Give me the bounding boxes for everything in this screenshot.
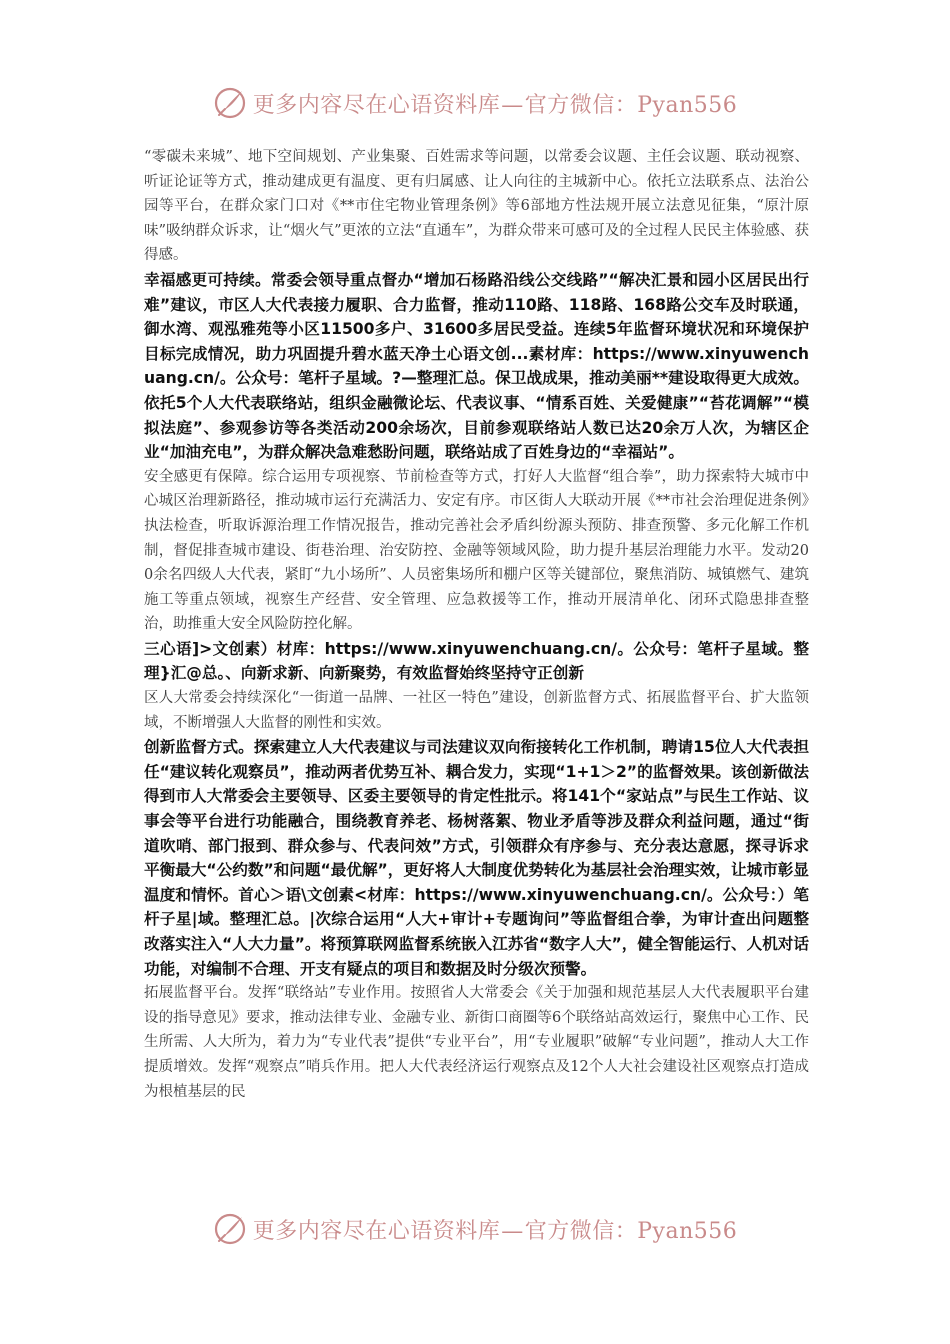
paragraph-overview: 区人大常委会持续深化“一街道一品牌、一社区一特色”建设，创新监督方式、拓展监督平台、扩大监领域，不断增强人大监督的刚性和实效。: [144, 690, 809, 731]
document-body: [144, 145, 809, 1104]
banner-wechat-text: 官方微信：Pyan556: [524, 92, 738, 118]
banner-main-text: 更多内容尽在心语资料库: [252, 92, 501, 118]
banner-wechat-text: 官方微信：Pyan556: [524, 1218, 738, 1244]
banner-separator: —: [501, 1218, 524, 1244]
footer-watermark-banner: [0, 1209, 950, 1249]
paragraph-intro: “零碳未来城”、地下空间规划、产业集聚、百姓需求等问题，以常委会议题、主任会议题、联动视察、听证论证等方式，推动建成更有温度、更有归属感、让人向往的主城新中心。依托立法联系点、法治公园等平台，在群众家门口对《**市住宅物业管理条例》等6部地方性法规开展立法意见征集，“原汁原味”吸纳群众诉求，让“烟火气”更浓的立法“直通车”，为群众带来可感可及的全过程人民民主体验感、获得感。: [144, 149, 809, 264]
paragraph-happiness: 幸福感更可持续。常委会领导重点督办“增加石杨路沿线公交线路”“解决汇景和园小区居民出行难”建议，市区人大代表接力履职、合力监督，推动110路、118路、168路公交车及时联通，御水湾、观泓雅苑等小区11500多户、31600多居民受益。连续5年监督环境状况和环境保护目标完成情况，助力巩固提升碧水蓝天净土心语文创...素材库：https://www.xinyuwenchuang.cn/。公众号：笔杆子星域。?—整理汇总。保卫战成果，推动美丽**建设取得更大成效。依托5个人大代表联络站，组织金融微论坛、代表议事、“情系百姓、关爱健康”“苔花调解”“模拟法庭”、参观参访等各类活动200余场次，目前参观联络站人数已达20余万人次，为辖区企业“加油充电”，为群众解决急难愁盼问题，联络站成了百姓身边的“幸福站”。: [144, 270, 809, 462]
banner-text: [253, 88, 738, 119]
paragraph-security: 安全感更有保障。综合运用专项视察、节前检查等方式，打好人大监督“组合拳”，助力探索特大城市中心城区治理新路径，推动城市运行充满活力、安定有序。市区街人大联动开展《**市社会治理促进条例》执法检查，听取诉源治理工作情况报告，推动完善社会矛盾纠纷源头预防、排查预警、多元化解工作机制，督促排查城市建设、街巷治理、治安防控、金融等领域风险，助力提升基层治理能力水平。发动200余名四级人大代表，紧盯“九小场所”、人员密集场所和棚户区等关键部位，聚焦消防、城镇燃气、建筑施工等重点领域，视察生产经营、安全管理、应急救援等工作，推动开展清单化、闭环式隐患排查整治，助推重大安全风险防控化解。: [144, 468, 809, 633]
quill-logo-icon: [213, 1212, 247, 1246]
paragraph-innovation: 创新监督方式。探索建立人大代表建议与司法建议双向衔接转化工作机制，聘请15位人大代表担任“建议转化观察员”，推动两者优势互补、耦合发力，实现“1+1＞2”的监督效果。该创新做法得到市人大常委会主要领导、区委主要领导的肯定性批示。将141个“家站点”与民生工作站、议事会等平台进行功能融合，围绕教育养老、杨树落絮、物业矛盾等涉及群众利益问题，通过“街道吹哨、部门报到、群众参与、代表问效”方式，引领群众有序参与、充分表达意愿，探寻诉求平衡最大“公约数”和问题“最优解”，更好将人大制度优势转化为基层社会治理实效，让城市彰显温度和情怀。首心＞语\文创素<材库：https://www.xinyuwenchuang.cn/。公众号：）笔杆子星|域。整理汇总。|次综合运用“人大+审计+专题询问”等监督组合拳，为审计查出问题整改落实注入“人大力量”。将预算联网监督系统嵌入江苏省“数字人大”，健全智能运行、人机对话功能，对编制不合理、开支有疑点的项目和数据及时分级次预警。: [144, 738, 809, 978]
paragraph-platform: 拓展监督平台。发挥“联络站”专业作用。按照省人大常委会《关于加强和规范基层人大代表履职平台建设的指导意见》要求，推动法律专业、金融专业、新街口商圈等6个联络站高效运行，聚焦中心工作、民生所需、人大所为，着力为“专业代表”提供“专业平台”，用“专业履职”破解“专业问题”，推动人大工作提质增效。发挥“观察点”哨兵作用。把人大代表经济运行观察点及12个人大社会建设社区观察点打造成为根植基层的民: [144, 985, 809, 1100]
banner-separator: —: [501, 92, 524, 118]
banner-text: [253, 1214, 738, 1245]
header-watermark-banner: [0, 83, 950, 123]
banner-main-text: 更多内容尽在心语资料库: [252, 1218, 501, 1244]
section-heading: 三心语]>文创素）材库：https://www.xinyuwenchuang.cn/。公众号：笔杆子星域。整理}汇@总。、向新求新、向新聚势，有效监督始终坚持守正创新: [144, 639, 809, 683]
quill-logo-icon: [213, 86, 247, 120]
